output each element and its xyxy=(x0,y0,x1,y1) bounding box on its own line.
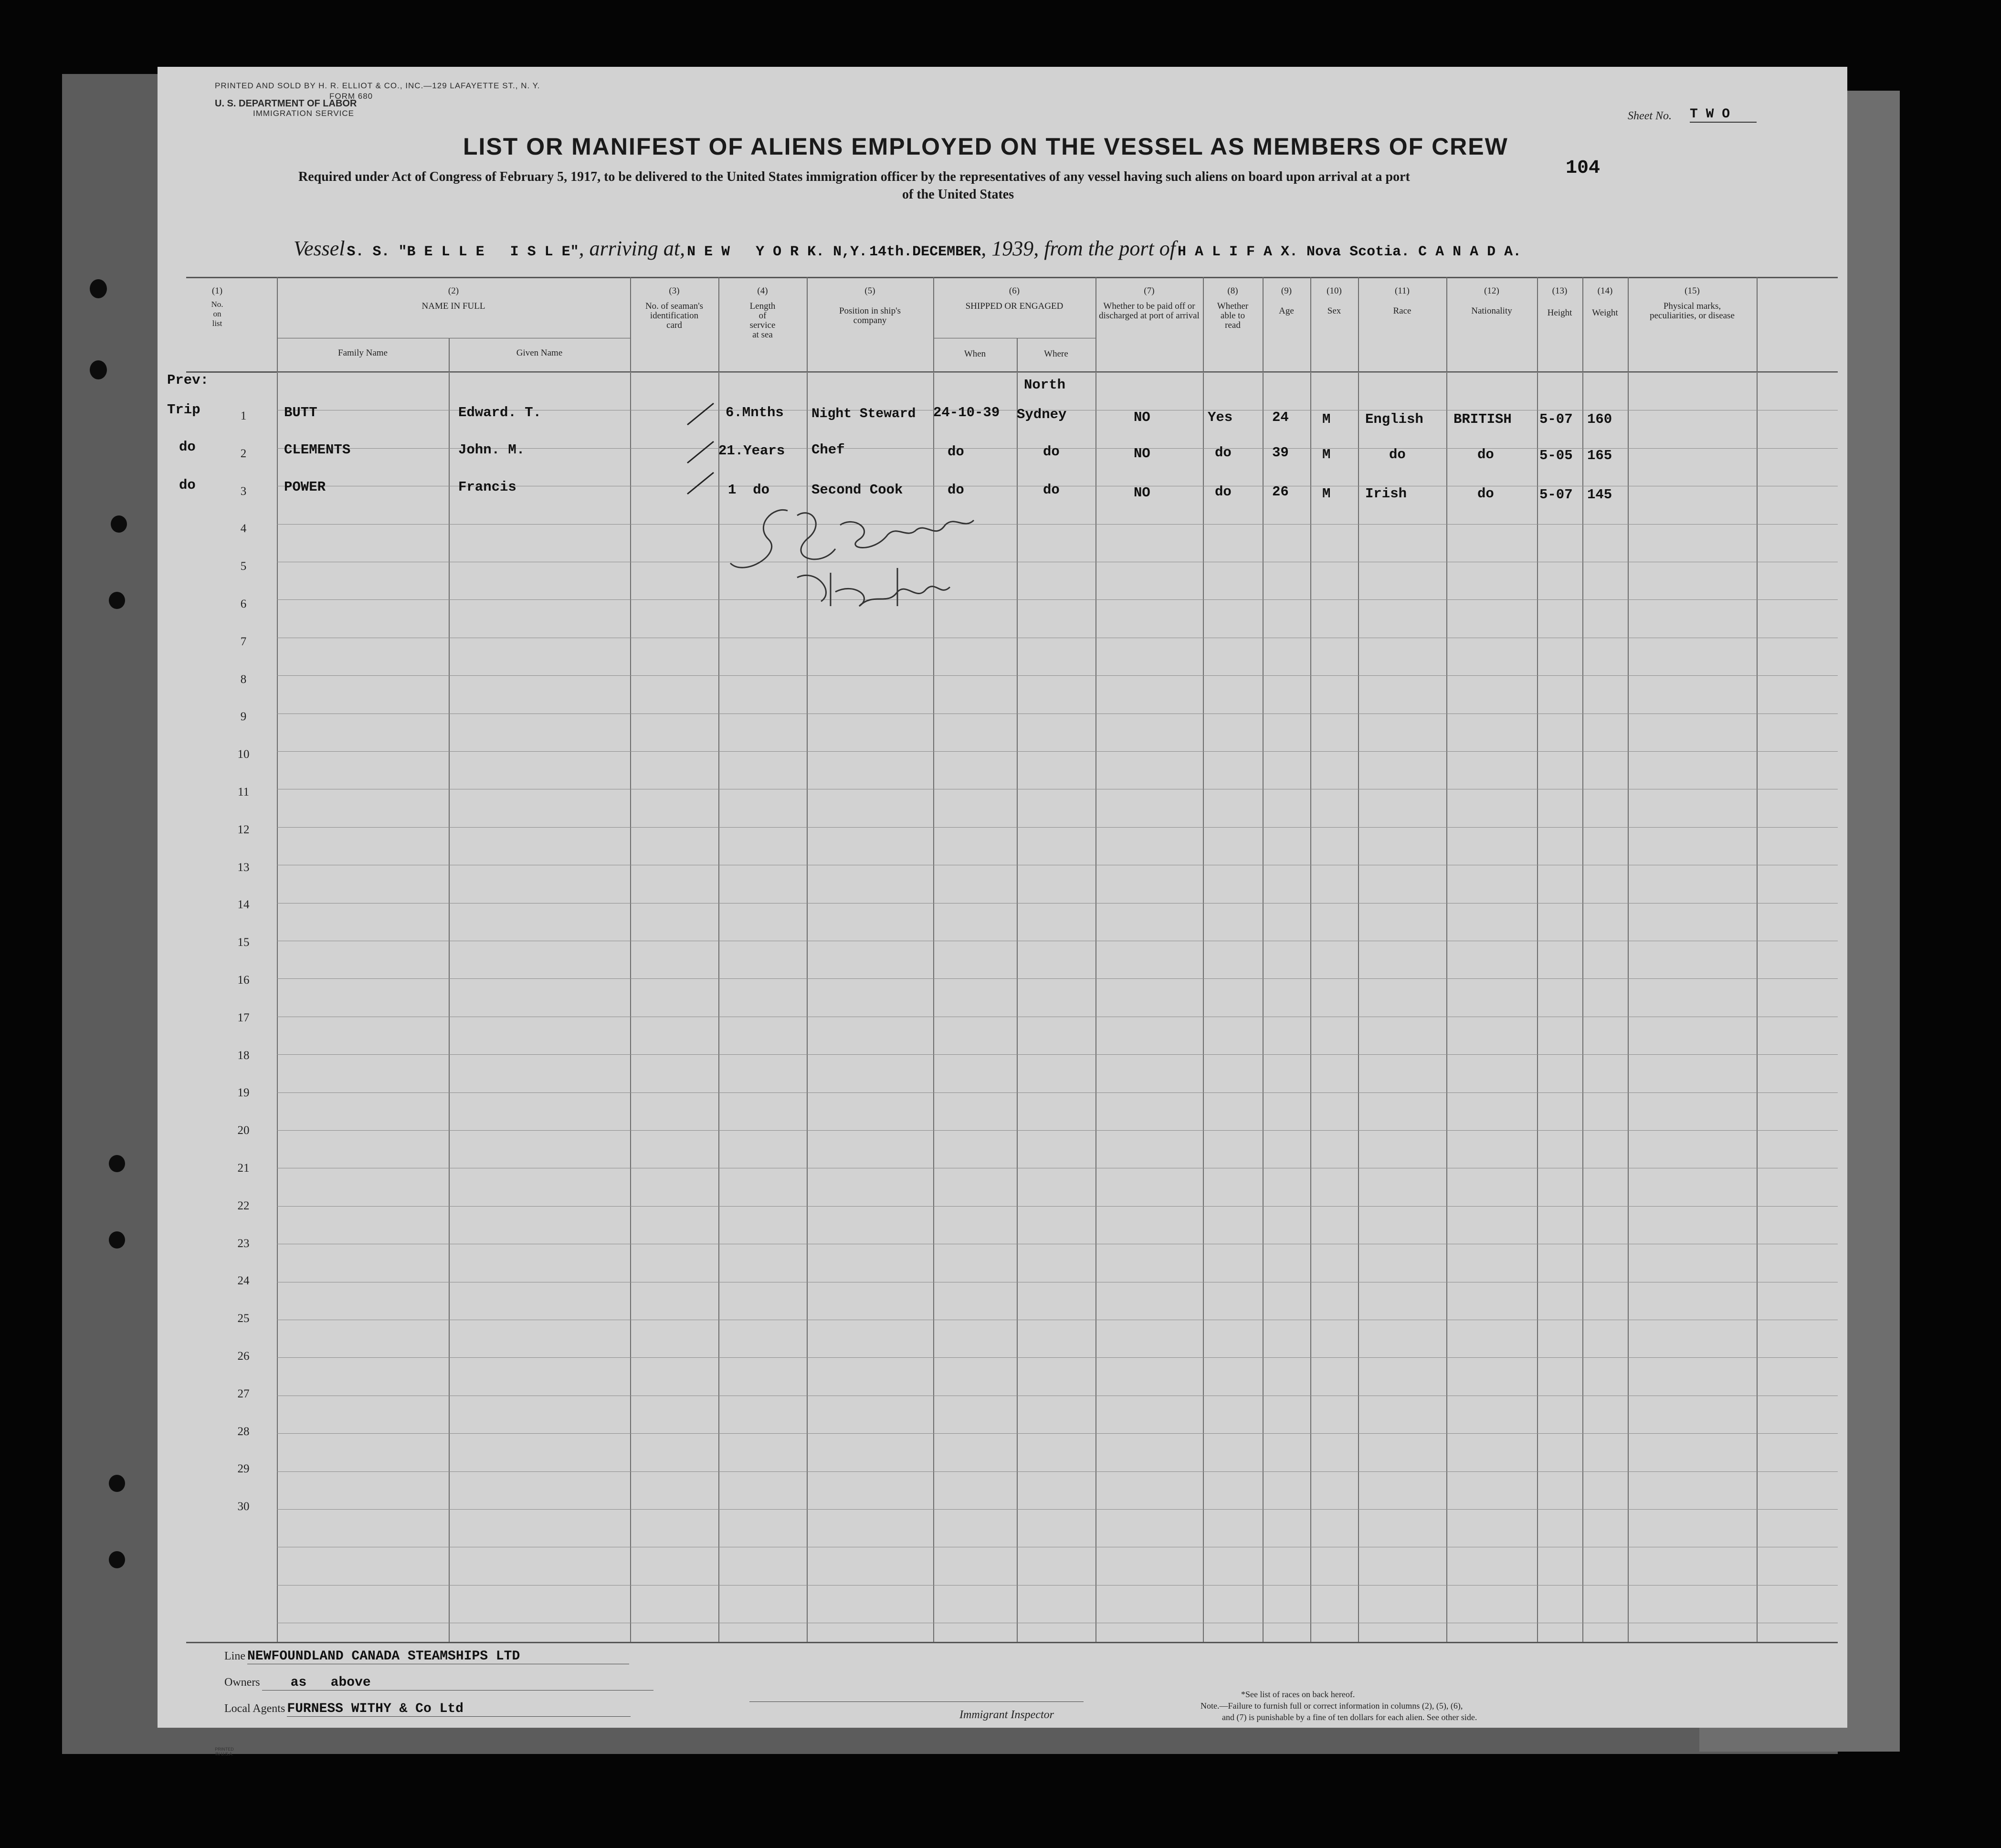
col14-num: (14) xyxy=(1597,286,1613,296)
col6-num: (6) xyxy=(1009,286,1020,296)
age: 39 xyxy=(1272,445,1289,461)
given-name: Francis xyxy=(458,479,516,495)
family-name-header: Family Name xyxy=(338,348,388,358)
row-number: 21 xyxy=(237,1162,250,1175)
nationality: BRITISH xyxy=(1453,411,1512,427)
col-divider xyxy=(1263,277,1264,1642)
table-top-border xyxy=(186,277,1838,278)
col15-label: Physical marks, peculiarities, or disease xyxy=(1650,301,1735,321)
row-number: 14 xyxy=(237,898,250,912)
line-label: Line xyxy=(224,1650,245,1662)
col-divider xyxy=(1358,277,1359,1642)
where-header: Where xyxy=(1044,349,1068,359)
signature-title-stroke xyxy=(797,568,950,606)
note-line1: Note.—Failure to furnish full or correct information in columns (2), (5), (6), xyxy=(1201,1701,1463,1711)
row-number: 25 xyxy=(237,1312,250,1325)
footer-line-row xyxy=(224,1649,629,1664)
col-divider xyxy=(807,277,808,1642)
able-to-read: do xyxy=(1215,484,1232,500)
shipped-where-top: North xyxy=(1024,377,1066,393)
col5-header xyxy=(807,286,933,326)
col12-num: (12) xyxy=(1484,286,1499,296)
sex: M xyxy=(1322,411,1331,427)
col10-header xyxy=(1310,286,1358,316)
row-rule xyxy=(277,524,1838,525)
height: 5-07 xyxy=(1539,487,1573,503)
vessel-label: Vessel xyxy=(294,237,345,260)
given-name: John. M. xyxy=(458,442,525,458)
shipped-when: 24-10-39 xyxy=(933,405,1000,420)
weight: 165 xyxy=(1587,448,1612,463)
sheet-number: T W O xyxy=(1690,107,1757,123)
col-divider xyxy=(1446,277,1447,1642)
tick-mark xyxy=(687,441,714,463)
row-number: 9 xyxy=(240,710,247,724)
line-value: NEWFOUNDLAND CANADA STEAMSHIPS LTD xyxy=(247,1649,629,1664)
binder-hole xyxy=(109,1155,125,1172)
service: IMMIGRATION SERVICE xyxy=(253,109,355,118)
row-rule xyxy=(277,1054,1838,1055)
binder-hole xyxy=(109,1475,125,1492)
col15-header xyxy=(1628,286,1757,321)
position: Night Steward xyxy=(811,407,916,421)
row-number: 24 xyxy=(237,1274,250,1288)
row-rule xyxy=(277,1433,1838,1434)
col2-label: NAME IN FULL xyxy=(421,301,485,311)
sheet-label: Sheet No. xyxy=(1628,110,1672,122)
row-rule xyxy=(277,599,1838,600)
col12-header xyxy=(1446,286,1537,316)
binder-hole xyxy=(109,1551,125,1568)
service-length: 1 do xyxy=(728,482,770,498)
sex: M xyxy=(1322,447,1331,462)
col13-label: Height xyxy=(1547,308,1572,318)
vessel-name: S. S. "B E L L E I S L E" xyxy=(347,244,579,260)
row-number: 13 xyxy=(237,861,250,874)
inspector-signature xyxy=(716,496,983,620)
col5-num: (5) xyxy=(864,286,875,296)
age: 24 xyxy=(1272,410,1289,425)
printer-line: PRINTED AND SOLD BY H. R. ELLIOT & CO., INC.—129 LAFAYETTE ST., N. Y. xyxy=(215,81,540,90)
col-divider xyxy=(1582,277,1583,1642)
from-label: , from the port of xyxy=(1033,237,1176,260)
agents-label: Local Agents xyxy=(224,1702,285,1715)
margin-note-trip: Trip xyxy=(167,402,200,418)
col4-header xyxy=(718,286,807,340)
col11-header xyxy=(1358,286,1446,316)
row-number: 11 xyxy=(237,786,250,798)
col9-label: Age xyxy=(1279,306,1294,316)
col-divider xyxy=(1095,277,1096,1642)
row-number: 15 xyxy=(237,936,250,949)
col8-header xyxy=(1203,286,1263,330)
col-divider xyxy=(277,277,278,1642)
row-rule xyxy=(277,372,1838,373)
subtitle-line1: Required under Act of Congress of February 5, 1917, to be delivered to the United States immigration officer by the representatives of any vessel having such aliens on board upon arrival at a port xyxy=(298,169,1410,184)
row-number: 3 xyxy=(240,484,247,498)
nationality: do xyxy=(1477,486,1494,502)
height: 5-05 xyxy=(1539,448,1573,463)
col-divider xyxy=(1537,277,1538,1642)
col11-num: (11) xyxy=(1395,286,1410,296)
year-prefix: , 19 xyxy=(981,237,1013,260)
row-rule xyxy=(277,1585,1838,1586)
col9-num: (9) xyxy=(1281,286,1292,296)
family-name: POWER xyxy=(284,479,326,495)
position: Second Cook xyxy=(811,482,903,498)
col6-header xyxy=(933,286,1095,311)
row-rule xyxy=(277,675,1838,676)
tick-mark xyxy=(687,403,714,425)
arrival-date: 14th.DECEMBER xyxy=(869,244,981,260)
row-number: 22 xyxy=(237,1199,250,1212)
shipped-where: do xyxy=(1043,444,1060,460)
service-length: 6.Mnths xyxy=(726,405,784,420)
binder-hole xyxy=(90,279,107,298)
row-number: 2 xyxy=(240,447,247,460)
given-name: Edward. T. xyxy=(458,405,542,420)
row-number: 6 xyxy=(240,598,247,610)
binder-hole xyxy=(90,360,107,379)
binder-hole xyxy=(111,515,127,533)
given-name-header: Given Name xyxy=(516,348,563,358)
col7-num: (7) xyxy=(1144,286,1155,296)
row-number: 20 xyxy=(237,1124,250,1137)
row-number: 28 xyxy=(237,1425,250,1438)
col4-label: Length of service at sea xyxy=(749,301,776,340)
note-races: *See list of races on back hereof. xyxy=(1241,1690,1355,1699)
col2-num: (2) xyxy=(448,286,459,296)
tick-mark xyxy=(687,472,714,494)
col-divider xyxy=(1757,277,1758,1642)
col3-num: (3) xyxy=(669,286,680,296)
col-divider xyxy=(1017,338,1018,1642)
col9-header xyxy=(1263,286,1310,316)
col1-header xyxy=(186,286,248,328)
col-divider xyxy=(1203,277,1204,1642)
arrival-port: N E W Y O R K. N,Y. xyxy=(687,244,868,260)
race: Irish xyxy=(1365,486,1407,502)
paid-off: NO xyxy=(1134,410,1150,425)
col14-header xyxy=(1582,286,1628,318)
footer-agents-row xyxy=(224,1701,631,1717)
margin-note-do: do xyxy=(179,477,196,493)
row-rule xyxy=(277,751,1838,752)
binder-hole xyxy=(109,1231,125,1249)
able-to-read: Yes xyxy=(1208,410,1233,425)
col10-num: (10) xyxy=(1327,286,1342,296)
form-number: FORM 680 xyxy=(329,92,373,101)
row-rule xyxy=(277,1206,1838,1207)
race: do xyxy=(1389,447,1406,462)
from-port: H A L I F A X. Nova Scotia. C A N A D A. xyxy=(1178,244,1522,260)
footer-owners-row xyxy=(224,1675,653,1690)
sex: M xyxy=(1322,486,1331,502)
inspector-signature-line xyxy=(749,1701,1084,1702)
col12-label: Nationality xyxy=(1471,306,1512,316)
shipped-when: do xyxy=(948,444,964,460)
race: English xyxy=(1365,411,1423,427)
col8-num: (8) xyxy=(1227,286,1238,296)
document-title: LIST OR MANIFEST OF ALIENS EMPLOYED ON THE VESSEL AS MEMBERS OF CREW xyxy=(463,133,1508,160)
vessel-line xyxy=(294,236,1521,261)
row-number: 18 xyxy=(237,1049,250,1062)
family-name: CLEMENTS xyxy=(284,442,351,458)
col7-label: Whether to be paid off or discharged at port of arrival xyxy=(1099,301,1200,321)
row-rule xyxy=(277,827,1838,828)
col1-num: (1) xyxy=(211,286,223,296)
row-number: 12 xyxy=(237,823,250,836)
col13-header xyxy=(1537,286,1582,318)
col-divider xyxy=(933,277,934,1642)
col3-label: No. of seaman's identification card xyxy=(645,301,704,330)
nationality: do xyxy=(1477,447,1494,462)
col4-num: (4) xyxy=(757,286,768,296)
row-number: 23 xyxy=(237,1237,250,1250)
row-number: 1 xyxy=(240,410,247,422)
year: 39 xyxy=(1012,237,1034,260)
shipped-where: Sydney xyxy=(1017,407,1067,422)
row-number: 27 xyxy=(237,1387,250,1400)
row-rule xyxy=(277,1509,1838,1510)
col2-header xyxy=(277,286,630,311)
col3-header xyxy=(630,286,718,330)
col7-header xyxy=(1095,286,1203,321)
weight: 145 xyxy=(1587,487,1612,503)
subtitle-line2: of the United States xyxy=(902,187,1014,202)
col-divider xyxy=(630,277,631,1642)
col-divider xyxy=(449,338,450,1642)
owners-label: Owners xyxy=(224,1676,260,1689)
col8-label: Whether able to read xyxy=(1217,301,1249,330)
col6-label: SHIPPED OR ENGAGED xyxy=(965,301,1064,311)
row-number: 10 xyxy=(237,748,250,761)
table-bottom-border xyxy=(186,1642,1838,1643)
row-number: 30 xyxy=(237,1500,250,1513)
col10-label: Sex xyxy=(1327,306,1341,316)
signature-name-stroke xyxy=(730,510,974,567)
height: 5-07 xyxy=(1539,411,1573,427)
note-line2: and (7) is punishable by a fine of ten dollars for each alien. See other side. xyxy=(1222,1712,1477,1722)
row-rule xyxy=(277,1357,1838,1358)
col1-label: No. on list xyxy=(211,300,223,328)
col5-label: Position in ship's company xyxy=(839,306,901,326)
col14-label: Weight xyxy=(1592,308,1618,318)
printed-in-usa: PRINTED IN U.S.A. xyxy=(215,1747,234,1756)
row-number: 4 xyxy=(240,522,247,536)
when-header: When xyxy=(964,349,986,359)
arriving-label: , arriving at, xyxy=(579,237,685,260)
position: Chef xyxy=(811,442,845,458)
binder-hole xyxy=(109,592,125,609)
row-rule xyxy=(277,1471,1838,1472)
able-to-read: do xyxy=(1215,445,1232,461)
paid-off: NO xyxy=(1134,446,1150,462)
margin-note-prev: Prev: xyxy=(167,372,209,388)
col11-label: Race xyxy=(1393,306,1411,316)
weight: 160 xyxy=(1587,411,1612,427)
row-number: 5 xyxy=(240,560,247,573)
col-divider xyxy=(1310,277,1311,1642)
agents-value: FURNESS WITHY & Co Ltd xyxy=(287,1701,631,1717)
row-number: 7 xyxy=(240,635,247,648)
row-rule xyxy=(277,1092,1838,1093)
shipped-where: do xyxy=(1043,482,1060,498)
shipped-when: do xyxy=(948,482,964,498)
col-divider xyxy=(1628,277,1629,1642)
row-number: 19 xyxy=(237,1086,250,1100)
row-number: 26 xyxy=(237,1350,250,1363)
col15-num: (15) xyxy=(1685,286,1700,296)
row-rule xyxy=(277,978,1838,979)
owners-value: as above xyxy=(262,1675,653,1690)
tick-marks xyxy=(685,391,728,496)
page-number: 104 xyxy=(1566,158,1601,179)
service-length: 21.Years xyxy=(718,443,785,459)
row-number: 17 xyxy=(237,1011,250,1024)
row-number: 8 xyxy=(240,672,247,686)
immigrant-inspector-label: Immigrant Inspector xyxy=(959,1709,1054,1721)
age: 26 xyxy=(1272,484,1289,500)
row-rule xyxy=(277,1130,1838,1131)
department: U. S. DEPARTMENT OF LABOR xyxy=(215,98,357,109)
manifest-sheet xyxy=(158,67,1847,1756)
paid-off: NO xyxy=(1134,485,1150,501)
col13-num: (13) xyxy=(1552,286,1568,296)
family-name: BUTT xyxy=(284,405,317,420)
margin-note-do: do xyxy=(179,439,196,455)
row-number: 16 xyxy=(237,974,250,987)
row-number: 29 xyxy=(237,1462,250,1476)
